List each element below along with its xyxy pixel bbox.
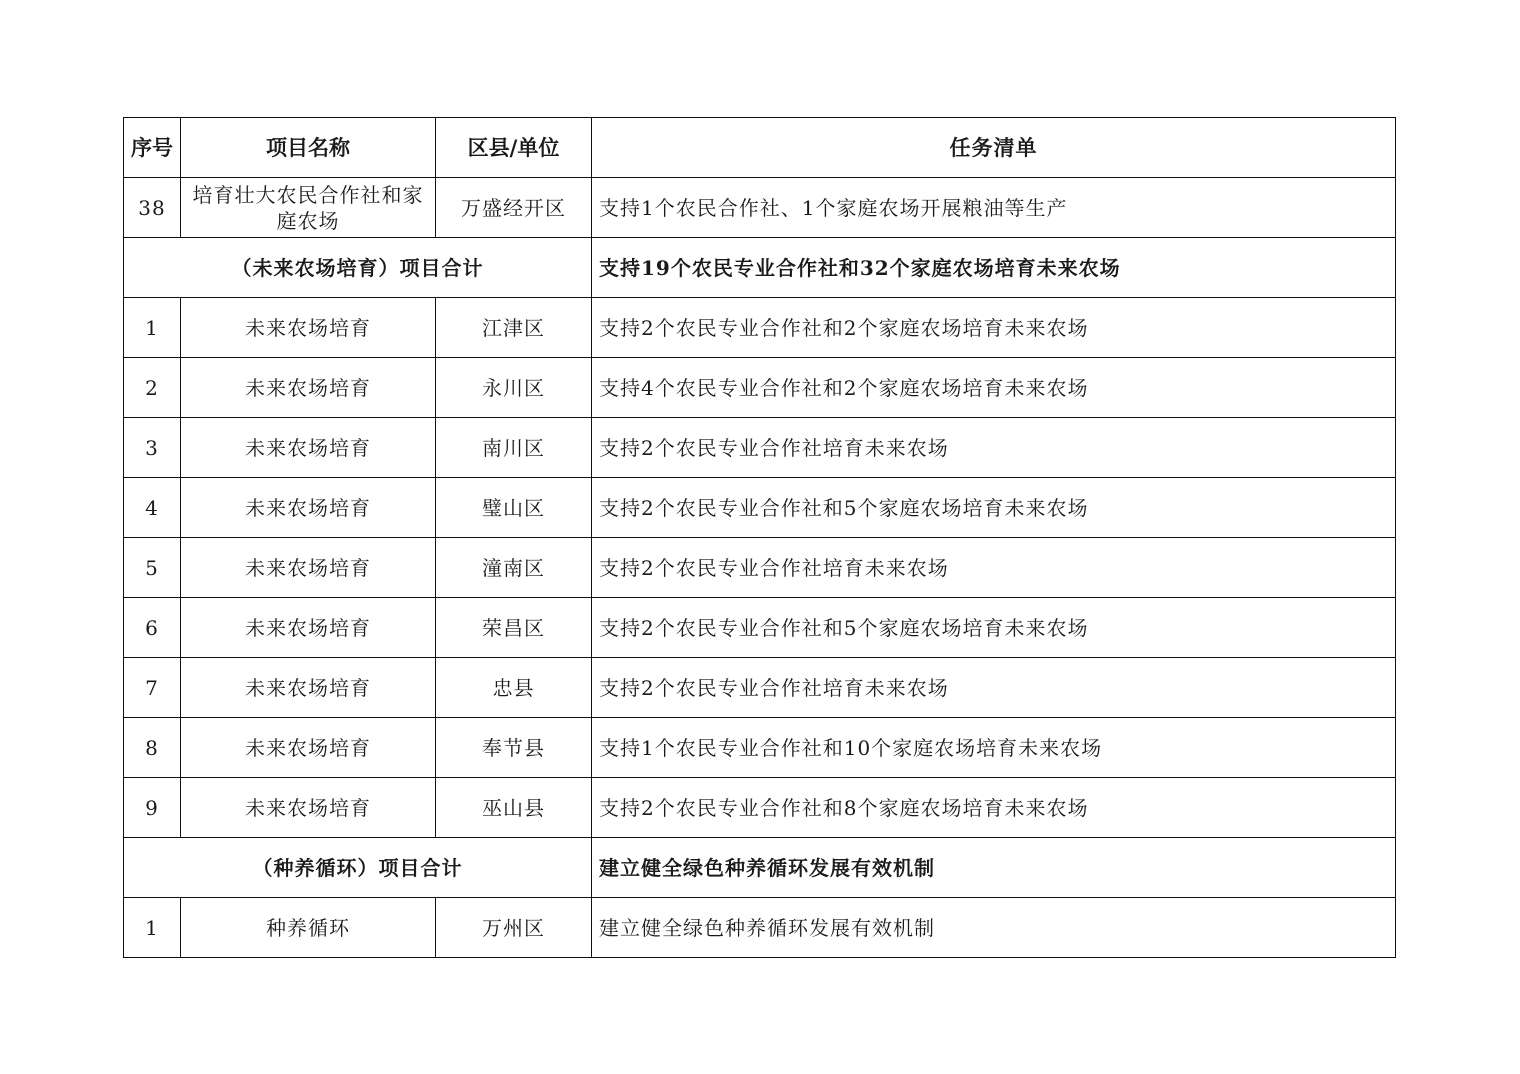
table-row [124, 598, 1396, 658]
row-name-text: 培育壮大农民合作社和家庭农场 [192, 182, 424, 233]
row-unit: 巫山县 [436, 778, 592, 838]
row-task: 支持2个农民专业合作社和5个家庭农场培育未来农场 [592, 478, 1396, 538]
row-num: 1 [124, 298, 181, 358]
row-name: 未来农场培育 [181, 418, 436, 478]
header-num: 序号 [124, 118, 181, 178]
row-name: 种养循环 [181, 898, 436, 958]
row-unit: 南川区 [436, 418, 592, 478]
table-row [124, 898, 1396, 958]
row-name: 未来农场培育 [181, 358, 436, 418]
row-task: 支持1个农民专业合作社和10个家庭农场培育未来农场 [592, 718, 1396, 778]
table-row [124, 298, 1396, 358]
row-unit: 万盛经开区 [436, 178, 592, 238]
task-list-table [123, 117, 1396, 958]
row-unit: 璧山区 [436, 478, 592, 538]
row-num: 7 [124, 658, 181, 718]
row-name: 未来农场培育 [181, 658, 436, 718]
table-row [124, 658, 1396, 718]
subtotal-row-planting-breeding [124, 838, 1396, 898]
row-unit: 忠县 [436, 658, 592, 718]
row-task: 支持2个农民专业合作社培育未来农场 [592, 538, 1396, 598]
subtotal-task: 建立健全绿色种养循环发展有效机制 [592, 838, 1396, 898]
row-name: 未来农场培育 [181, 778, 436, 838]
row-num: 1 [124, 898, 181, 958]
header-unit: 区县/单位 [436, 118, 592, 178]
table-row [124, 178, 1396, 238]
subtotal-task: 支持19个农民专业合作社和32个家庭农场培育未来农场 [592, 238, 1396, 298]
row-num: 8 [124, 718, 181, 778]
row-task: 建立健全绿色种养循环发展有效机制 [592, 898, 1396, 958]
row-unit: 永川区 [436, 358, 592, 418]
row-unit: 潼南区 [436, 538, 592, 598]
row-num: 4 [124, 478, 181, 538]
row-num: 9 [124, 778, 181, 838]
row-name: 未来农场培育 [181, 598, 436, 658]
row-num: 5 [124, 538, 181, 598]
subtotal-row-future-farm [124, 238, 1396, 298]
table-row [124, 418, 1396, 478]
row-unit: 万州区 [436, 898, 592, 958]
row-name [181, 178, 436, 238]
table-row [124, 358, 1396, 418]
row-num: 3 [124, 418, 181, 478]
row-task: 支持4个农民专业合作社和2个家庭农场培育未来农场 [592, 358, 1396, 418]
table-row [124, 778, 1396, 838]
row-task: 支持1个农民合作社、1个家庭农场开展粮油等生产 [592, 178, 1396, 238]
header-row [124, 118, 1396, 178]
row-task: 支持2个农民专业合作社培育未来农场 [592, 658, 1396, 718]
row-unit: 奉节县 [436, 718, 592, 778]
row-task: 支持2个农民专业合作社和2个家庭农场培育未来农场 [592, 298, 1396, 358]
row-task: 支持2个农民专业合作社和5个家庭农场培育未来农场 [592, 598, 1396, 658]
row-name: 未来农场培育 [181, 298, 436, 358]
table-row [124, 718, 1396, 778]
row-num: 38 [124, 178, 181, 238]
header-name: 项目名称 [181, 118, 436, 178]
row-task: 支持2个农民专业合作社和8个家庭农场培育未来农场 [592, 778, 1396, 838]
row-num: 2 [124, 358, 181, 418]
subtotal-label: （种养循环）项目合计 [124, 838, 592, 898]
row-unit: 荣昌区 [436, 598, 592, 658]
table-row [124, 538, 1396, 598]
row-num: 6 [124, 598, 181, 658]
header-task: 任务清单 [592, 118, 1396, 178]
row-unit: 江津区 [436, 298, 592, 358]
row-name: 未来农场培育 [181, 718, 436, 778]
row-name: 未来农场培育 [181, 478, 436, 538]
row-name: 未来农场培育 [181, 538, 436, 598]
subtotal-label: （未来农场培育）项目合计 [124, 238, 592, 298]
row-task: 支持2个农民专业合作社培育未来农场 [592, 418, 1396, 478]
table-row [124, 478, 1396, 538]
